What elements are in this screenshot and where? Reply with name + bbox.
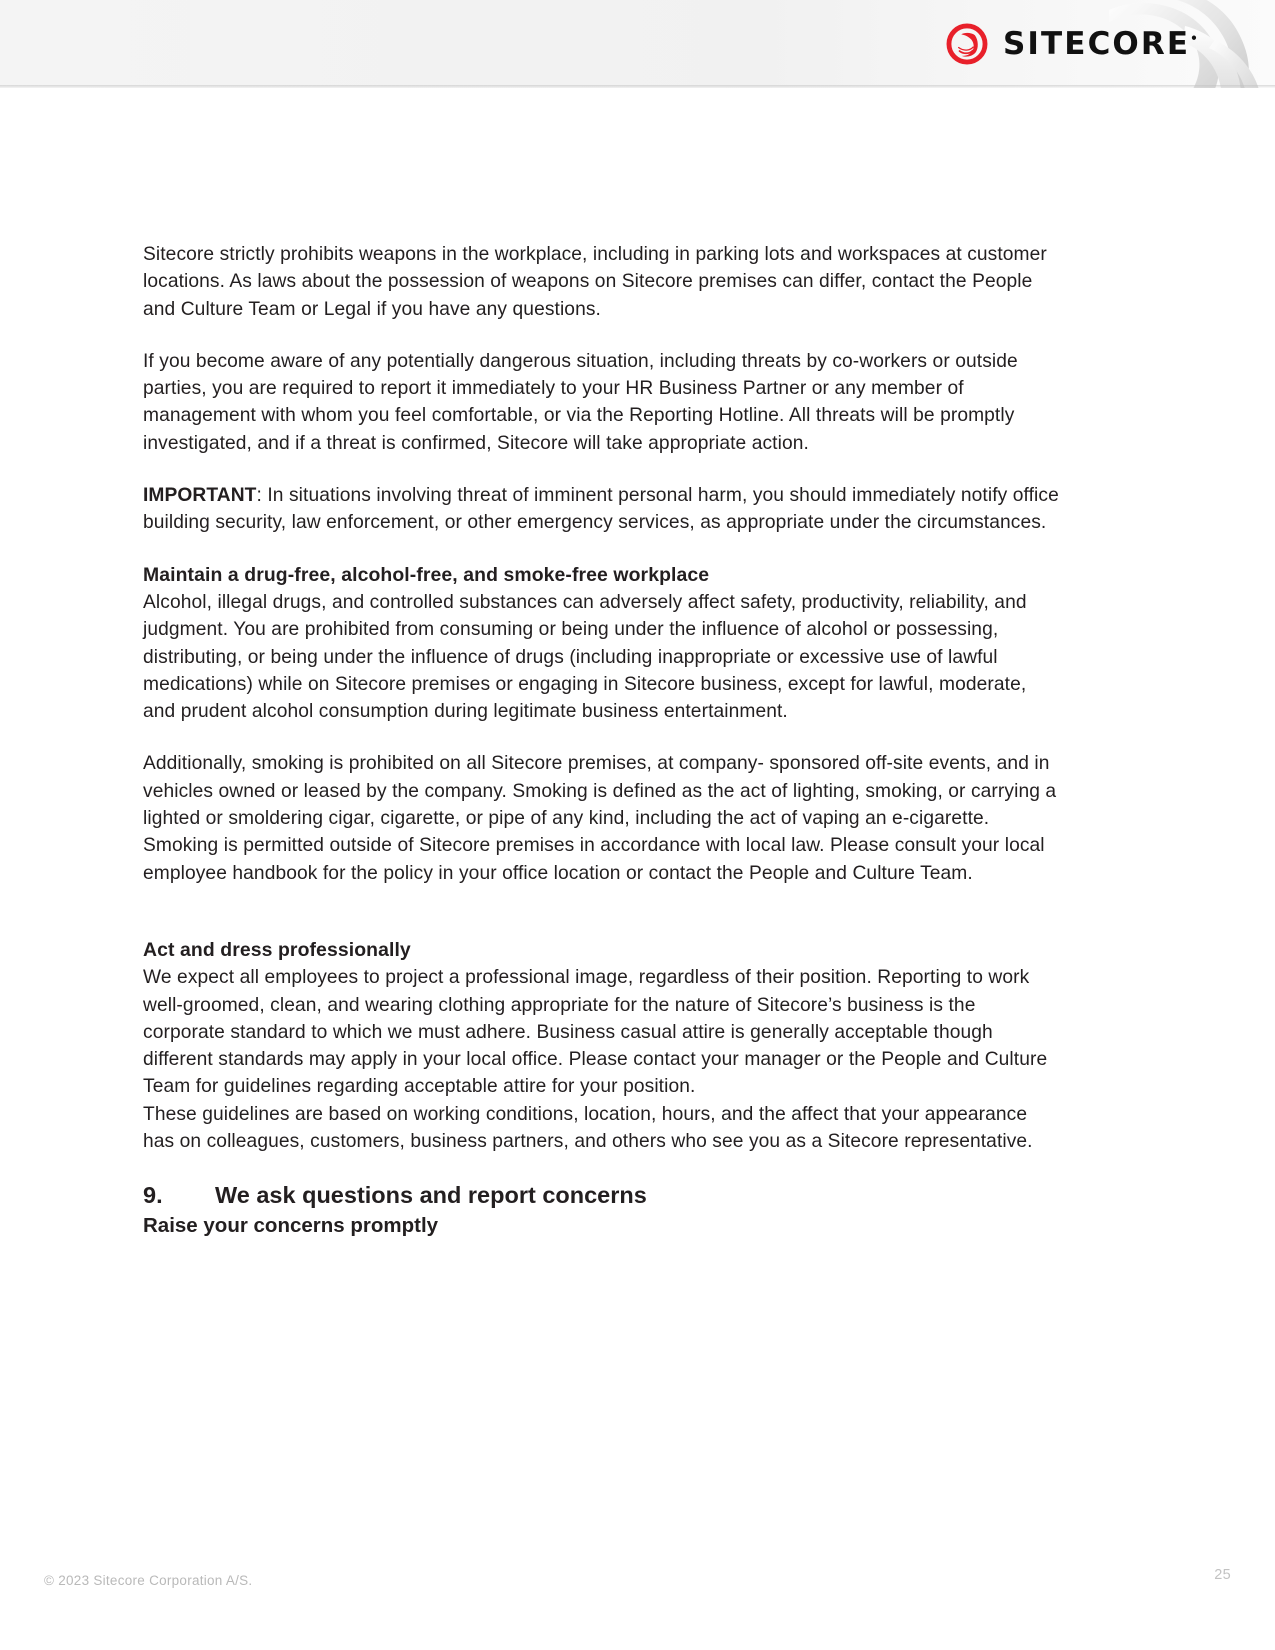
section-spacer: [143, 912, 1059, 937]
chapter-subheading: Raise your concerns promptly: [143, 1214, 439, 1238]
important-label: IMPORTANT: [143, 485, 257, 507]
chapter-heading-9: [143, 1180, 1059, 1211]
paragraph-drug-free-1: Alcohol, illegal drugs, and controlled substances can adversely affect safety, productivity, reliability, and judgment. You are prohibited from consuming or being under the influence of alcohol or possessing, distributing, or being under the influence of drugs (including inappropriate or excessive use of lawful medications) while on Sitecore premises or engaging in Sitecore business, except for lawful, moderate, and prudent alcohol consumption during legitimate business entertainment.: [143, 591, 1027, 723]
section-heading-act-and-dress: Act and dress professionally: [143, 938, 411, 961]
paragraph-weapons-policy: Sitecore strictly prohibits weapons in the workplace, including in parking lots and workspaces at customer locations. As laws about the possession of weapons on Sitecore premises can differ, contact the People and Culture Team or Legal if you have any questions.: [143, 244, 1047, 320]
sitecore-logo: [945, 22, 1198, 66]
chapter-title: We ask questions and report concerns: [215, 1182, 647, 1209]
paragraph-drug-free-2: Additionally, smoking is prohibited on all Sitecore premises, at company- sponsored off-site events, and in vehicles owned or leased by the company. Smoking is defined as the act of lighting, smoking, or carrying a lighted or smoldering cigar, cigarette, or pipe of any kind, including the act of vaping an e-cigarette. Smoking is permitted outside of Sitecore premises in accordance with local law. Please consult your local employee handbook for the policy in your office location or contact the People and Culture Team.: [143, 753, 1057, 884]
section-drug-free-workplace: [143, 562, 1059, 887]
sitecore-wordmark: [1003, 25, 1198, 62]
header-divider: [0, 85, 1275, 88]
document-body: [143, 241, 1059, 1240]
footer-copyright: © 2023 Sitecore Corporation A/S.: [44, 1573, 253, 1588]
section-act-and-dress: [143, 937, 1059, 1155]
section-heading-drug-free: Maintain a drug-free, alcohol-free, and smoke-free workplace: [143, 563, 710, 586]
sitecore-logo-mark-icon: [945, 22, 989, 66]
paragraph-important-notice: [143, 482, 1059, 537]
paragraph-act-and-dress-1: We expect all employees to project a professional image, regardless of their position. Reporting to work well-groomed, clean, and wearing clothing appropriate for the nature of Sitecore’s business is the corporate standard to which we must adhere. Business casual attire is generally acceptable though different standards may apply in your local office. Please contact your manager or the People and Culture Team for guidelines regarding acceptable attire for your position.: [143, 967, 1048, 1098]
trademark-symbol: •: [1190, 31, 1198, 46]
page-header: [0, 0, 1275, 88]
footer-page-number: 25: [1214, 1567, 1231, 1583]
chapter-number: 9.: [143, 1182, 163, 1209]
sitecore-wordmark-text: SITECORE: [1003, 25, 1191, 62]
page-footer: [0, 1540, 1275, 1650]
paragraph-dangerous-situation: If you become aware of any potentially dangerous situation, including threats by co-workers or outside parties, you are required to report it immediately to your HR Business Partner or any member of management with whom you feel comfortable, or via the Reporting Hotline. All threats will be promptly investigated, and if a threat is confirmed, Sitecore will take appropriate action.: [143, 350, 1018, 454]
important-body: : In situations involving threat of imminent personal harm, you should immediately notify office building security, law enforcement, or other emergency services, as appropriate under the circumstances.: [143, 485, 1059, 534]
paragraph-act-and-dress-2: These guidelines are based on working conditions, location, hours, and the affect that your appearance has on colleagues, customers, business partners, and others who see you as a Sitecore representative.: [143, 1103, 1033, 1153]
